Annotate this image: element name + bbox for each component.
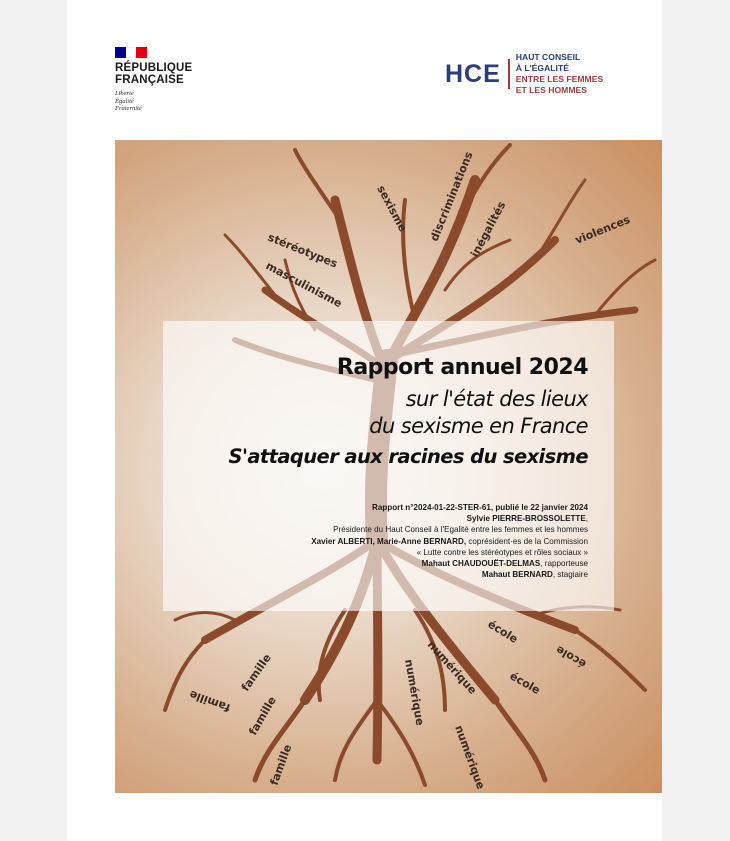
tree-word-ecole-1: école — [485, 617, 521, 646]
report-title: Rapport annuel 2024 — [336, 355, 588, 380]
cover-illustration — [115, 140, 662, 793]
document-page — [67, 0, 662, 841]
republique-francaise-logo — [115, 47, 235, 113]
report-tagline: S'attaquer aux racines du sexisme — [228, 445, 588, 468]
author-3-role: , rapporteuse — [540, 559, 588, 569]
author-4-name: Mahaut BERNARD — [481, 570, 553, 580]
author-4-role: , stagiaire — [552, 570, 588, 580]
author-3-name: Mahaut CHAUDOUËT-DELMAS — [421, 559, 541, 569]
tree-word-numerique-2: numérique — [402, 658, 427, 727]
tree-word-ecole-3: école — [507, 669, 543, 697]
tree-word-sexisme: sexisme — [374, 183, 410, 234]
tree-word-famille-2: famille — [187, 687, 233, 715]
tree-word-inegalites: inégalités — [468, 199, 509, 260]
author-1-name: Sylvie PIERRE-BROSSOLETTE — [466, 514, 586, 524]
tree-word-famille-3: famille — [246, 694, 279, 738]
author-2-role-line2: « Lutte contre les stéréotypes et rôles sociaux » — [416, 547, 588, 557]
tree-word-discriminations: discriminations — [427, 149, 476, 244]
tree-word-famille-4: famille — [267, 742, 295, 788]
report-subtitle: sur l'état des lieux du sexisme en France — [369, 387, 588, 438]
rf-title: RÉPUBLIQUE FRANÇAISE — [115, 62, 193, 86]
report-reference: Rapport n°2024-01-22-STER-61, publié le 22 janvier 2024 — [371, 503, 588, 512]
hce-mark: HCE — [445, 59, 510, 89]
author-2-name: Xavier ALBERTI, Marie-Anne BERNARD, — [311, 536, 467, 546]
report-credits: Rapport n°2024-01-22-STER-61, publié le 22 janvier 2024 Sylvie PIERRE-BROSSOLETTE, Présidente du Haut Conseil à l'Egalité entre les femmes et les hommes Xavier ALBERTI, Marie-Anne BERNARD, coprésident·es de la Commission « Lutte contre les stéréotypes et rôles sociaux » Mahaut CHAUDOUËT-DELMAS, rapporteuse Mahaut BERNARD, stagiaire — [311, 503, 588, 580]
author-2-role: coprésident·es de la Commission — [466, 536, 588, 546]
rf-motto: Liberté Égalité Fraternité — [115, 90, 142, 112]
hce-name: HAUT CONSEIL À L'ÉGALITÉ ENTRE LES FEMMES ET LES HOMMES — [515, 52, 604, 95]
tree-word-violences: violences — [573, 212, 632, 247]
tree-word-stereotypes: stéréotypes — [265, 230, 340, 271]
tree-word-numerique-1: numérique — [424, 638, 480, 697]
title-panel — [163, 321, 614, 611]
tree-word-masculinisme: masculinisme — [263, 259, 345, 311]
tree-word-famille-1: famille — [238, 651, 274, 694]
tree-word-numerique-3: numérique — [452, 723, 488, 791]
tree-word-ecole-2: école — [553, 643, 589, 671]
french-flag-icon — [115, 47, 147, 58]
hce-logo — [445, 52, 603, 96]
author-1-role: Présidente du Haut Conseil à l'Egalité entre les femmes et les hommes — [333, 525, 588, 535]
